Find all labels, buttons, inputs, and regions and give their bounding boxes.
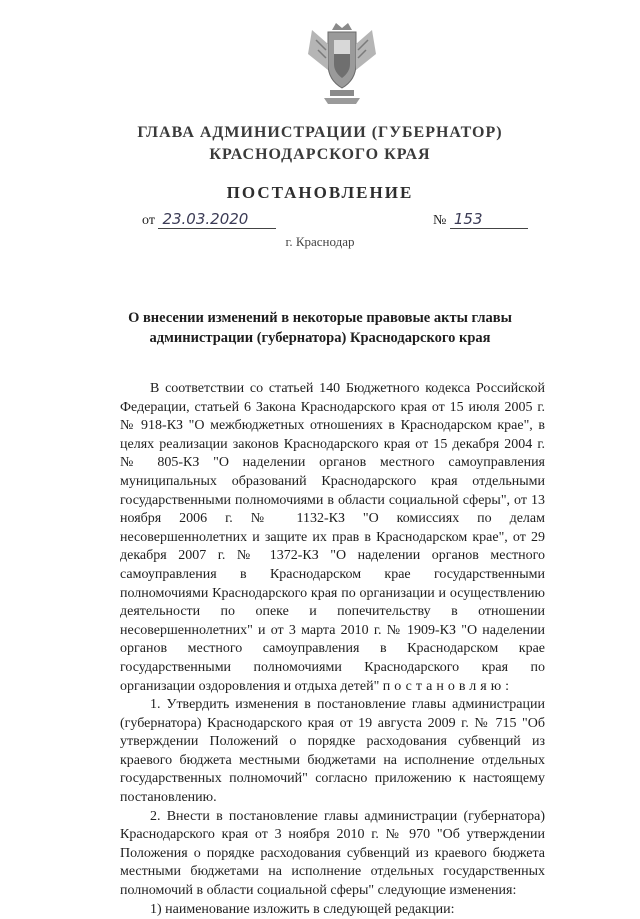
document-type: ПОСТАНОВЛЕНИЕ: [226, 183, 414, 202]
number-prefix: №: [433, 213, 447, 228]
document-title: О внесении изменений в некоторые правовые акты главы администрации (губернатора) Краснодарского края: [128, 310, 512, 346]
organization-title-line2: КРАСНОДАРСКОГО КРАЯ: [209, 146, 431, 163]
city: г. Краснодар: [285, 234, 355, 249]
intro-text: В соответствии со статьей 140 Бюджетного кодекса Российской Федерации, статьей 6 Закона Краснодарского края от 15 июля 2005 г. № 918-КЗ "О межбюджетных отношениях в Краснодарском крае", в целях реализации законов Краснодарского края от 15 декабря 2004 г. № 805-КЗ "О наделении органов местного самоуправления муниципальных образований Краснодарского края отдельными государственными полномочиями в области социальной сферы", от 13 ноября 2006 г. № 1132-КЗ "О комиссиях по делам несовершеннолетних и защите их прав в Краснодарском крае", от 29 декабря 2007 г. № 1372-КЗ "О наделении органов местного самоуправления в Краснодарском крае государственными полномочиями Краснодарского края по организации и осуществлению деятельности по опеке и попечительству в отношении несовершеннолетних" и от 3 марта 2010 г. № 1909-КЗ "О наделении органов местного самоуправления в Краснодарском крае государственными полномочиями Краснодарского края по организации оздоровления и отдыха детей": [120, 381, 545, 694]
document-number: 153: [450, 210, 528, 229]
date-row: [142, 210, 276, 229]
item-2: 2. Внести в постановление главы администрации (губернатора) Краснодарского края от 3 ноября 2010 г. № 970 "Об утверждении Положения о порядке расходования субвенций из краевого бюджета местными бюджетами на исполнение отдельных государственных полномочий в области социальной сферы" следующие изменения:: [120, 808, 545, 899]
item-1: 1. Утвердить изменения в постановление главы администрации (губернатора) Краснодарского края от 19 августа 2009 г. № 715 "Об утверждении Положений о порядке расходования субвенций из краевого бюджета местными бюджетами на исполнение отдельных государственных полномочий" согласно приложению к настоящему постановлению.: [120, 697, 545, 806]
date-prefix: от: [142, 213, 155, 228]
decree-word: постановляю:: [382, 678, 514, 694]
intro-paragraph: [120, 380, 545, 696]
number-row: [433, 210, 528, 229]
date-value: 23.03.2020: [158, 210, 276, 229]
document-body: [120, 380, 545, 919]
subitem-1: 1) наименование изложить в следующей редакции:: [150, 901, 455, 917]
organization-title-line1: ГЛАВА АДМИНИСТРАЦИИ (ГУБЕРНАТОР): [137, 124, 503, 141]
coat-of-arms-icon: [298, 20, 386, 108]
